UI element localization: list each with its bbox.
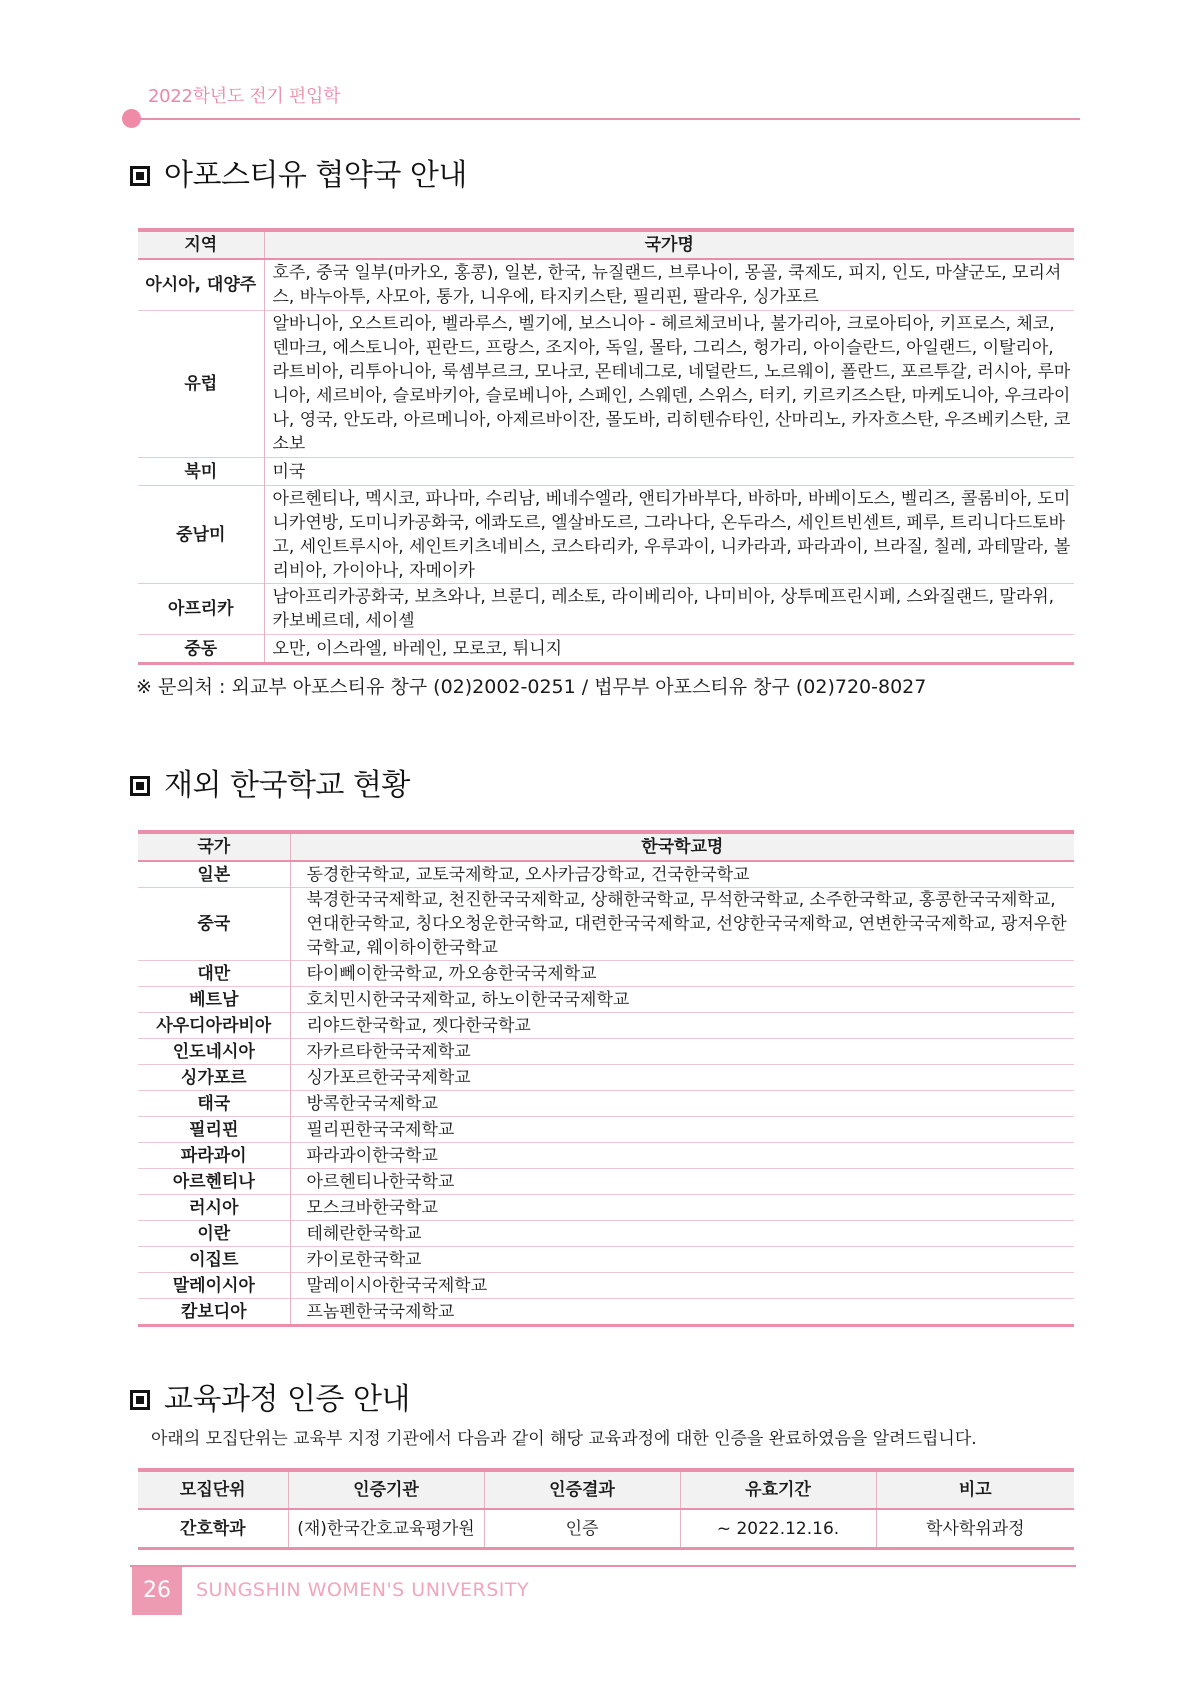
table-row bbox=[138, 1091, 1074, 1117]
country-label: 이집트 bbox=[138, 1247, 290, 1273]
schools-section-title bbox=[130, 768, 410, 804]
country-label: 러시아 bbox=[138, 1195, 290, 1221]
schools-table bbox=[138, 830, 1074, 1327]
table-row bbox=[138, 1221, 1074, 1247]
country-label: 대만 bbox=[138, 961, 290, 987]
table-row bbox=[138, 259, 1074, 311]
region-label: 중동 bbox=[138, 635, 264, 664]
table-row bbox=[138, 458, 1074, 486]
countries-cell: 오만, 이스라엘, 바레인, 모로코, 튀니지 bbox=[264, 635, 1074, 664]
header-rule bbox=[130, 118, 1080, 120]
region-label: 중남미 bbox=[138, 486, 264, 584]
schools-cell: 말레이시아한국국제학교 bbox=[290, 1273, 1074, 1299]
country-label: 캄보디아 bbox=[138, 1299, 290, 1326]
table-row bbox=[138, 1013, 1074, 1039]
country-label: 필리핀 bbox=[138, 1117, 290, 1143]
unit-cell: 간호학과 bbox=[138, 1509, 288, 1549]
country-label: 인도네시아 bbox=[138, 1039, 290, 1065]
schools-cell: 타이뻬이한국학교, 까오숑한국국제학교 bbox=[290, 961, 1074, 987]
country-label: 사우디아라비아 bbox=[138, 1013, 290, 1039]
schools-cell: 호치민시한국국제학교, 하노이한국국제학교 bbox=[290, 987, 1074, 1013]
table-row bbox=[138, 635, 1074, 664]
schools-cell: 동경한국학교, 교토국제학교, 오사카금강학교, 건국한국학교 bbox=[306, 864, 750, 885]
col-header-unit: 모집단위 bbox=[138, 1470, 288, 1509]
schools-cell: 프놈펜한국국제학교 bbox=[290, 1299, 1074, 1326]
table-row bbox=[138, 1169, 1074, 1195]
schools-cell: 카이로한국학교 bbox=[290, 1247, 1074, 1273]
footer-university-name: SUNGSHIN WOMEN'S UNIVERSITY bbox=[196, 1579, 530, 1601]
country-label: 아르헨티나 bbox=[138, 1169, 290, 1195]
table-row bbox=[138, 861, 1074, 888]
countries-cell: 호주, 중국 일부(마카오, 홍콩), 일본, 한국, 뉴질랜드, 브루나이, 몽골, 쿡제도, 피지, 인도, 마샬군도, 모리셔스, 바누아투, 사모아, 통가, 니우에, 타지키스탄, 필리핀, 팔라우, 싱가포르 bbox=[272, 263, 1062, 307]
countries-cell: 미국 bbox=[264, 458, 1074, 486]
period-cell: ~ 2022.12.16. bbox=[680, 1509, 876, 1549]
table-row bbox=[138, 888, 1074, 961]
schools-title-text: 재외 한국학교 현황 bbox=[164, 768, 410, 803]
table-row bbox=[138, 1247, 1074, 1273]
page-number: 26 bbox=[132, 1567, 182, 1615]
schools-cell: 필리핀한국국제학교 bbox=[290, 1117, 1074, 1143]
header-bullet-dot bbox=[122, 109, 141, 128]
table-row bbox=[138, 961, 1074, 987]
region-label: 유럽 bbox=[138, 311, 264, 458]
table-row bbox=[138, 1509, 1074, 1549]
table-row bbox=[138, 486, 1074, 584]
schools-cell: 테헤란한국학교 bbox=[290, 1221, 1074, 1247]
running-header-title: 2022학년도 전기 편입학 bbox=[148, 86, 341, 107]
table-row bbox=[138, 311, 1074, 458]
remark-cell: 학사학위과정 bbox=[925, 1518, 1025, 1539]
table-row bbox=[138, 1195, 1074, 1221]
countries-cell: 남아프리카공화국, 보츠와나, 브룬디, 레소토, 라이베리아, 나미비아, 상투메프린시페, 스와질랜드, 말라위, 카보베르데, 세이셸 bbox=[264, 584, 1074, 635]
schools-cell: 아르헨티나한국학교 bbox=[290, 1169, 1074, 1195]
col-header-countries: 국가명 bbox=[264, 230, 1074, 259]
country-label: 베트남 bbox=[138, 987, 290, 1013]
apostille-section-title bbox=[130, 158, 467, 194]
schools-cell: 파라과이한국학교 bbox=[290, 1143, 1074, 1169]
country-label: 중국 bbox=[138, 888, 290, 961]
result-cell: 인증 bbox=[484, 1509, 680, 1549]
region-label: 아프리카 bbox=[138, 584, 264, 635]
table-row bbox=[138, 1273, 1074, 1299]
country-label: 말레이시아 bbox=[138, 1273, 290, 1299]
square-bullet-icon bbox=[130, 1390, 150, 1410]
col-header-remark: 비고 bbox=[876, 1470, 1074, 1509]
table-row bbox=[138, 987, 1074, 1013]
schools-cell: 자카르타한국국제학교 bbox=[290, 1039, 1074, 1065]
schools-cell: 싱가포르한국국제학교 bbox=[290, 1065, 1074, 1091]
apostille-table bbox=[138, 228, 1074, 665]
schools-cell: 리야드한국학교, 젯다한국학교 bbox=[290, 1013, 1074, 1039]
footer-rule bbox=[130, 1565, 1076, 1567]
col-header-agency: 인증기관 bbox=[288, 1470, 484, 1509]
country-label: 파라과이 bbox=[138, 1143, 290, 1169]
table-row bbox=[138, 1039, 1074, 1065]
countries-cell: 아르헨티나, 멕시코, 파나마, 수리남, 베네수엘라, 앤티가바부다, 바하마, 바베이도스, 벨리즈, 콜롬비아, 도미니카연방, 도미니카공화국, 에콰도르, 엘살바도르, 그라나다, 온두라스, 세인트빈센트, 페루, 트리니다드토바고, 세인트루시아, 세인트키츠네비스, 코스타리카, 우루과이, 니카라과, 파라과이, 브라질, 칠레, 과테말라, 볼리비아, 가이아나, 자메이카 bbox=[264, 486, 1074, 584]
apostille-contact-note: ※ 문의처 : 외교부 아포스티유 창구 (02)2002-0251 / 법무부 아포스티유 창구 (02)720-8027 bbox=[136, 676, 927, 698]
certification-section-title bbox=[130, 1382, 410, 1418]
schools-cell: 모스크바한국학교 bbox=[290, 1195, 1074, 1221]
schools-cell: 방콕한국국제학교 bbox=[290, 1091, 1074, 1117]
square-bullet-icon bbox=[130, 776, 150, 796]
col-header-result: 인증결과 bbox=[484, 1470, 680, 1509]
country-label: 일본 bbox=[138, 861, 290, 888]
table-row bbox=[138, 1065, 1074, 1091]
square-bullet-icon bbox=[130, 166, 150, 186]
col-header-period: 유효기간 bbox=[680, 1470, 876, 1509]
countries-cell: 알바니아, 오스트리아, 벨라루스, 벨기에, 보스니아 - 헤르체코비나, 불가리아, 크로아티아, 키프로스, 체코, 덴마크, 에스토니아, 핀란드, 프랑스, 조지아, 독일, 몰타, 그리스, 헝가리, 아이슬란드, 아일랜드, 이탈리아, 라트비아, 리투아니아, 룩셈부르크, 모나코, 몬테네그로, 네덜란드, 노르웨이, 폴란드, 포르투갈, 러시아, 루마니아, 세르비아, 슬로바키아, 슬로베니아, 스페인, 스웨덴, 스위스, 터키, 키르키즈스탄, 마케도니아, 우크라이나, 영국, 안도라, 아르메니아, 아제르바이잔, 몰도바, 리히텐슈타인, 산마리노, 카자흐스탄, 우즈베키스탄, 코소보 bbox=[264, 311, 1074, 458]
table-row bbox=[138, 1117, 1074, 1143]
apostille-title-text: 아포스티유 협약국 안내 bbox=[164, 158, 467, 193]
certification-title-text: 교육과정 인증 안내 bbox=[164, 1382, 410, 1417]
table-row bbox=[138, 1299, 1074, 1326]
region-label: 북미 bbox=[138, 458, 264, 486]
col-header-region: 지역 bbox=[138, 230, 264, 259]
table-row bbox=[138, 584, 1074, 635]
agency-cell: (재)한국간호교육평가원 bbox=[288, 1509, 484, 1549]
country-label: 태국 bbox=[138, 1091, 290, 1117]
country-label: 이란 bbox=[138, 1221, 290, 1247]
region-label: 아시아, 대양주 bbox=[138, 259, 264, 311]
col-header-country: 국가 bbox=[138, 832, 290, 861]
country-label: 싱가포르 bbox=[138, 1065, 290, 1091]
schools-cell: 북경한국국제학교, 천진한국국제학교, 상해한국학교, 무석한국학교, 소주한국학교, 홍콩한국국제학교, 연대한국학교, 칭다오청운한국학교, 대련한국국제학교, 선양한국국제학교, 연변한국국제학교, 광저우한국학교, 웨이하이한국학교 bbox=[290, 888, 1074, 961]
col-header-school-names: 한국학교명 bbox=[290, 832, 1074, 861]
table-row bbox=[138, 1143, 1074, 1169]
certification-intro-text: 아래의 모집단위는 교육부 지정 기관에서 다음과 같이 해당 교육과정에 대한 인증을 완료하였음을 알려드립니다. bbox=[151, 1429, 977, 1449]
certification-table bbox=[138, 1468, 1074, 1550]
